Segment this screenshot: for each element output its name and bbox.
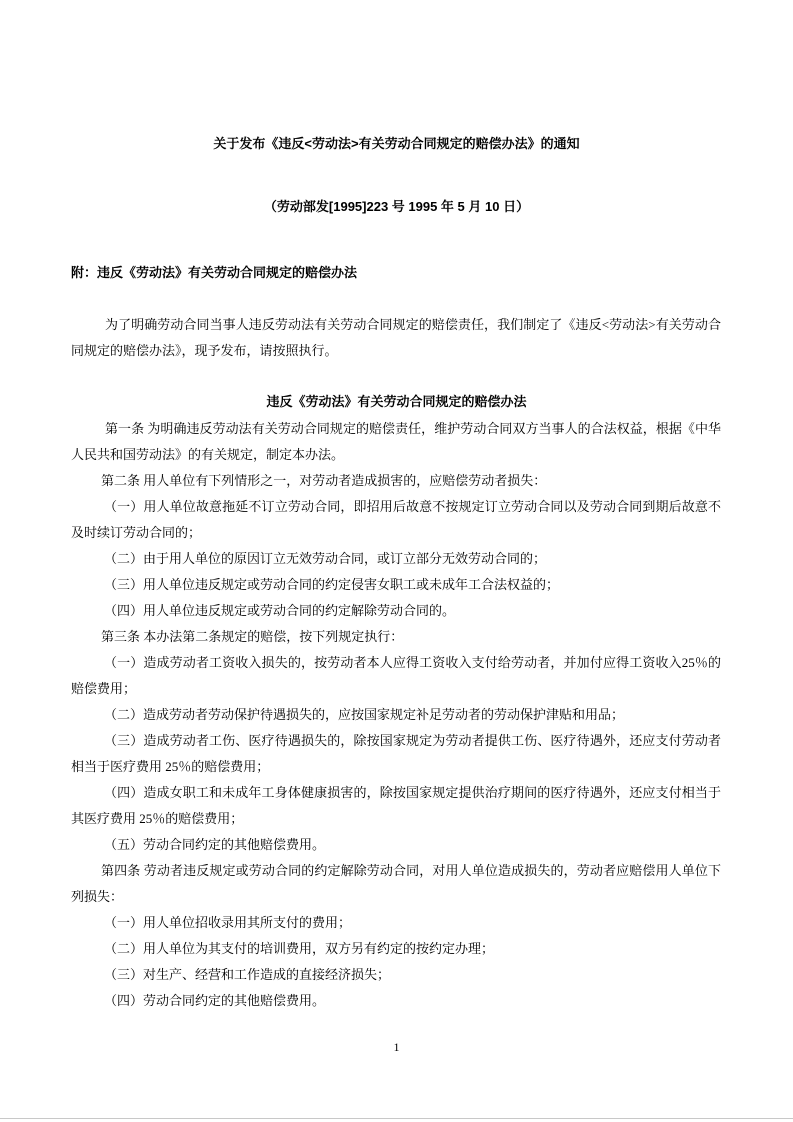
attachment-line: 附：违反《劳动法》有关劳动合同规定的赔偿办法: [71, 265, 358, 280]
page-number: 1: [393, 1040, 400, 1054]
article-4-item-2: （二）用人单位为其支付的培训费用，双方另有约定的按约定办理；: [104, 941, 495, 956]
article-2-item-2: （二）由于用人单位的原因订立无效劳动合同，或订立部分无效劳动合同的；: [104, 551, 547, 566]
page-bottom-divider: [0, 1118, 793, 1119]
document-subtitle: （劳动部发[1995]223 号 1995 年 5 月 10 日）: [263, 199, 530, 214]
article-3: 第三条 本办法第二条规定的赔偿，按下列规定执行：: [101, 629, 404, 644]
intro-section: [71, 312, 721, 364]
section-heading: 违反《劳动法》有关劳动合同规定的赔偿办法: [266, 394, 527, 409]
article-2-item-3: （三）用人单位违反规定或劳动合同的约定侵害女职工或未成年工合法权益的；: [104, 577, 560, 592]
article-4-item-4: （四）劳动合同约定的其他赔偿费用。: [104, 993, 326, 1008]
article-2-item-4: （四）用人单位违反规定或劳动合同的约定解除劳动合同的。: [104, 603, 456, 618]
document-body: [71, 416, 721, 1014]
article-3-item-2: （二）造成劳动者劳动保护待遇损失的，应按国家规定补足劳动者的劳动保护津贴和用品；: [104, 707, 625, 722]
article-4: 第四条 劳动者违反规定或劳动合同的约定解除劳动合同，对用人单位造成损失的，劳动者应赔偿用人单位下列损失：: [71, 863, 721, 904]
document-title: 关于发布《违反<劳动法>有关劳动合同规定的赔偿办法》的通知: [213, 136, 580, 151]
article-3-item-3: （三）造成劳动者工伤、医疗待遇损失的，除按国家规定为劳动者提供工伤、医疗待遇外，还应支付劳动者相当于医疗费用 25％的赔偿费用；: [71, 733, 721, 774]
intro-paragraph: 为了明确劳动合同当事人违反劳动法有关劳动合同规定的赔偿责任，我们制定了《违反<劳动法>有关劳动合同规定的赔偿办法》，现予发布，请按照执行。: [71, 317, 721, 358]
article-4-item-3: （三）对生产、经营和工作造成的直接经济损失；: [104, 967, 391, 982]
article-1: 第一条 为明确违反劳动法有关劳动合同规定的赔偿责任，维护劳动合同双方当事人的合法权益，根据《中华人民共和国劳动法》的有关规定，制定本办法。: [71, 421, 721, 462]
article-4-item-1: （一）用人单位招收录用其所支付的费用；: [104, 915, 352, 930]
article-3-item-1: （一）造成劳动者工资收入损失的，按劳动者本人应得工资收入支付给劳动者，并加付应得工资收入25％的赔偿费用；: [71, 655, 721, 696]
article-2-item-1: （一）用人单位故意拖延不订立劳动合同，即招用后故意不按规定订立劳动合同以及劳动合同到期后故意不及时续订劳动合同的；: [71, 499, 721, 540]
article-3-item-5: （五）劳动合同约定的其他赔偿费用。: [104, 837, 326, 852]
article-3-item-4: （四）造成女职工和未成年工身体健康损害的，除按国家规定提供治疗期间的医疗待遇外，还应支付相当于其医疗费用 25％的赔偿费用；: [71, 785, 721, 826]
article-2: 第二条 用人单位有下列情形之一，对劳动者造成损害的，应赔偿劳动者损失：: [101, 473, 547, 488]
